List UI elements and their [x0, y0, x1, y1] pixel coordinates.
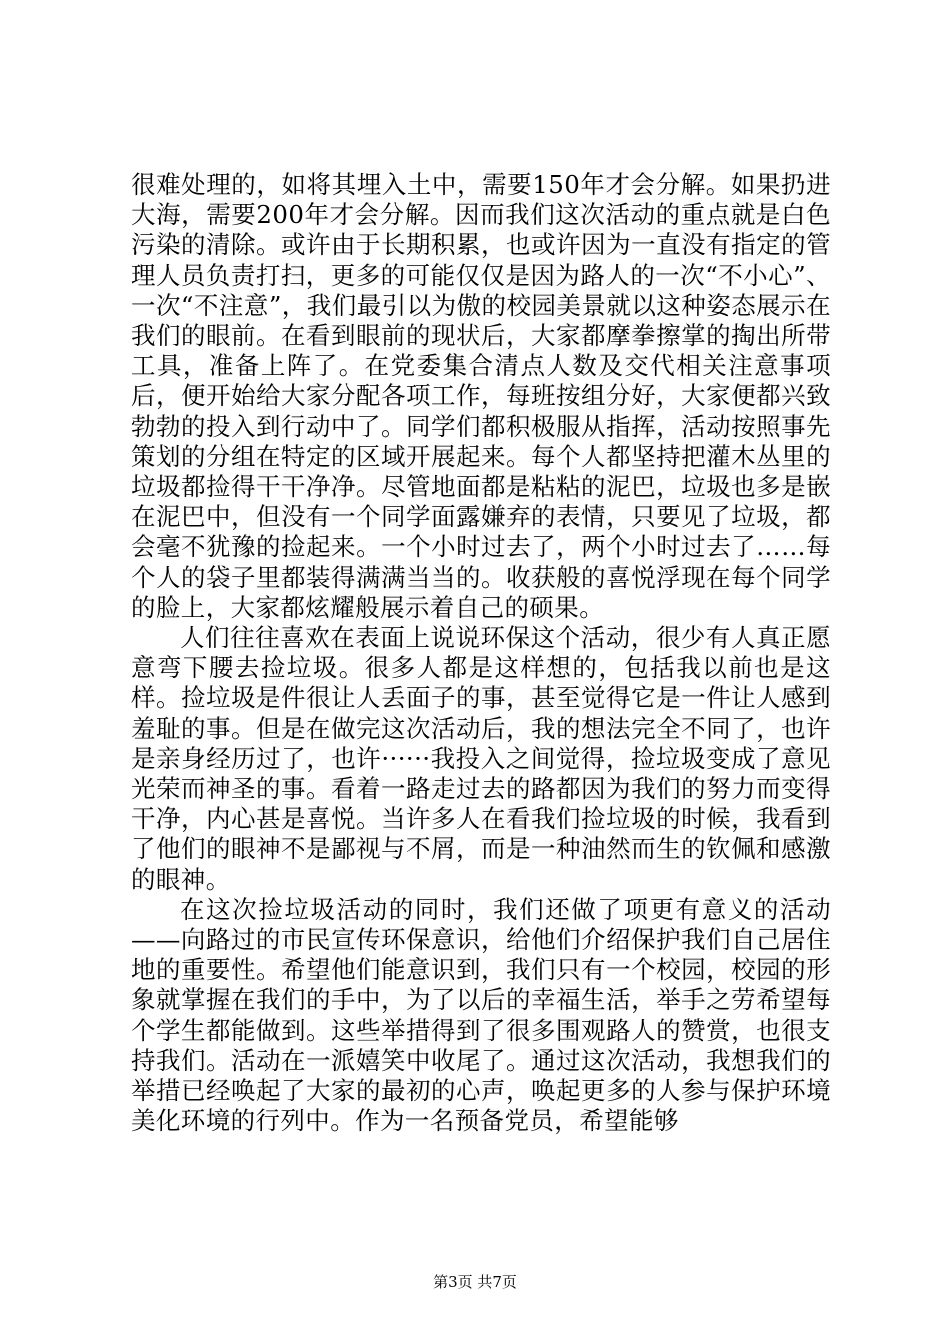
body-text [131, 170, 831, 1137]
page-footer [0, 1272, 950, 1292]
page-number: 第3页 共7页 [433, 1273, 517, 1291]
paragraph-1: 很难处理的，如将其埋入土中，需要150年才会分解。如果扔进大海，需要200年才会分解。因而我们这次活动的重点就是白色污染的清除。或许由于长期积累，也或许因为一直没有指定的管理人员负责打扫，更多的可能仅仅是因为路人的一次“不小心”、一次“不注意”，我们最引以为傲的校园美景就以这种姿态展示在我们的眼前。在看到眼前的现状后，大家都摩拳擦掌的掏出所带工具，准备上阵了。在党委集合清点人数及交代相关注意事项后，便开始给大家分配各项工作，每班按组分好，大家便都兴致勃勃的投入到行动中了。同学们都积极服从指挥，活动按照事先策划的分组在特定的区域开展起来。每个人都坚持把灌木丛里的垃圾都捡得干干净净。尽管地面都是粘粘的泥巴，垃圾也多是嵌在泥巴中，但没有一个同学面露嫌弃的表情，只要见了垃圾，都会毫不犹豫的捡起来。一个小时过去了，两个小时过去了……每个人的袋子里都装得满满当当的。收获般的喜悦浮现在每个同学的脸上，大家都炫耀般展示着自己的硕果。 [131, 170, 831, 622]
paragraph-2: 人们往往喜欢在表面上说说环保这个活动，很少有人真正愿意弯下腰去捡垃圾。很多人都是这样想的，包括我以前也是这样。捡垃圾是件很让人丢面子的事，甚至觉得它是一件让人感到羞耻的事。但是在做完这次活动后，我的想法完全不同了，也许是亲身经历过了，也许······我投入之间觉得，捡垃圾变成了意见光荣而神圣的事。看着一路走过去的路都因为我们的努力而变得干净，内心甚是喜悦。当许多人在看我们捡垃圾的时候，我看到了他们的眼神不是鄙视与不屑，而是一种油然而生的钦佩和感激的眼神。 [131, 623, 831, 894]
paragraph-3: 在这次捡垃圾活动的同时，我们还做了项更有意义的活动——向路过的市民宣传环保意识，给他们介绍保护我们自己居住地的重要性。希望他们能意识到，我们只有一个校园，校园的形象就掌握在我们的手中，为了以后的幸福生活，举手之劳希望每个学生都能做到。这些举措得到了很多围观路人的赞赏，也很支持我们。活动在一派嬉笑中收尾了。通过这次活动，我想我们的举措已经唤起了大家的最初的心声，唤起更多的人参与保护环境美化环境的行列中。作为一名预备党员，希望能够 [131, 894, 831, 1136]
